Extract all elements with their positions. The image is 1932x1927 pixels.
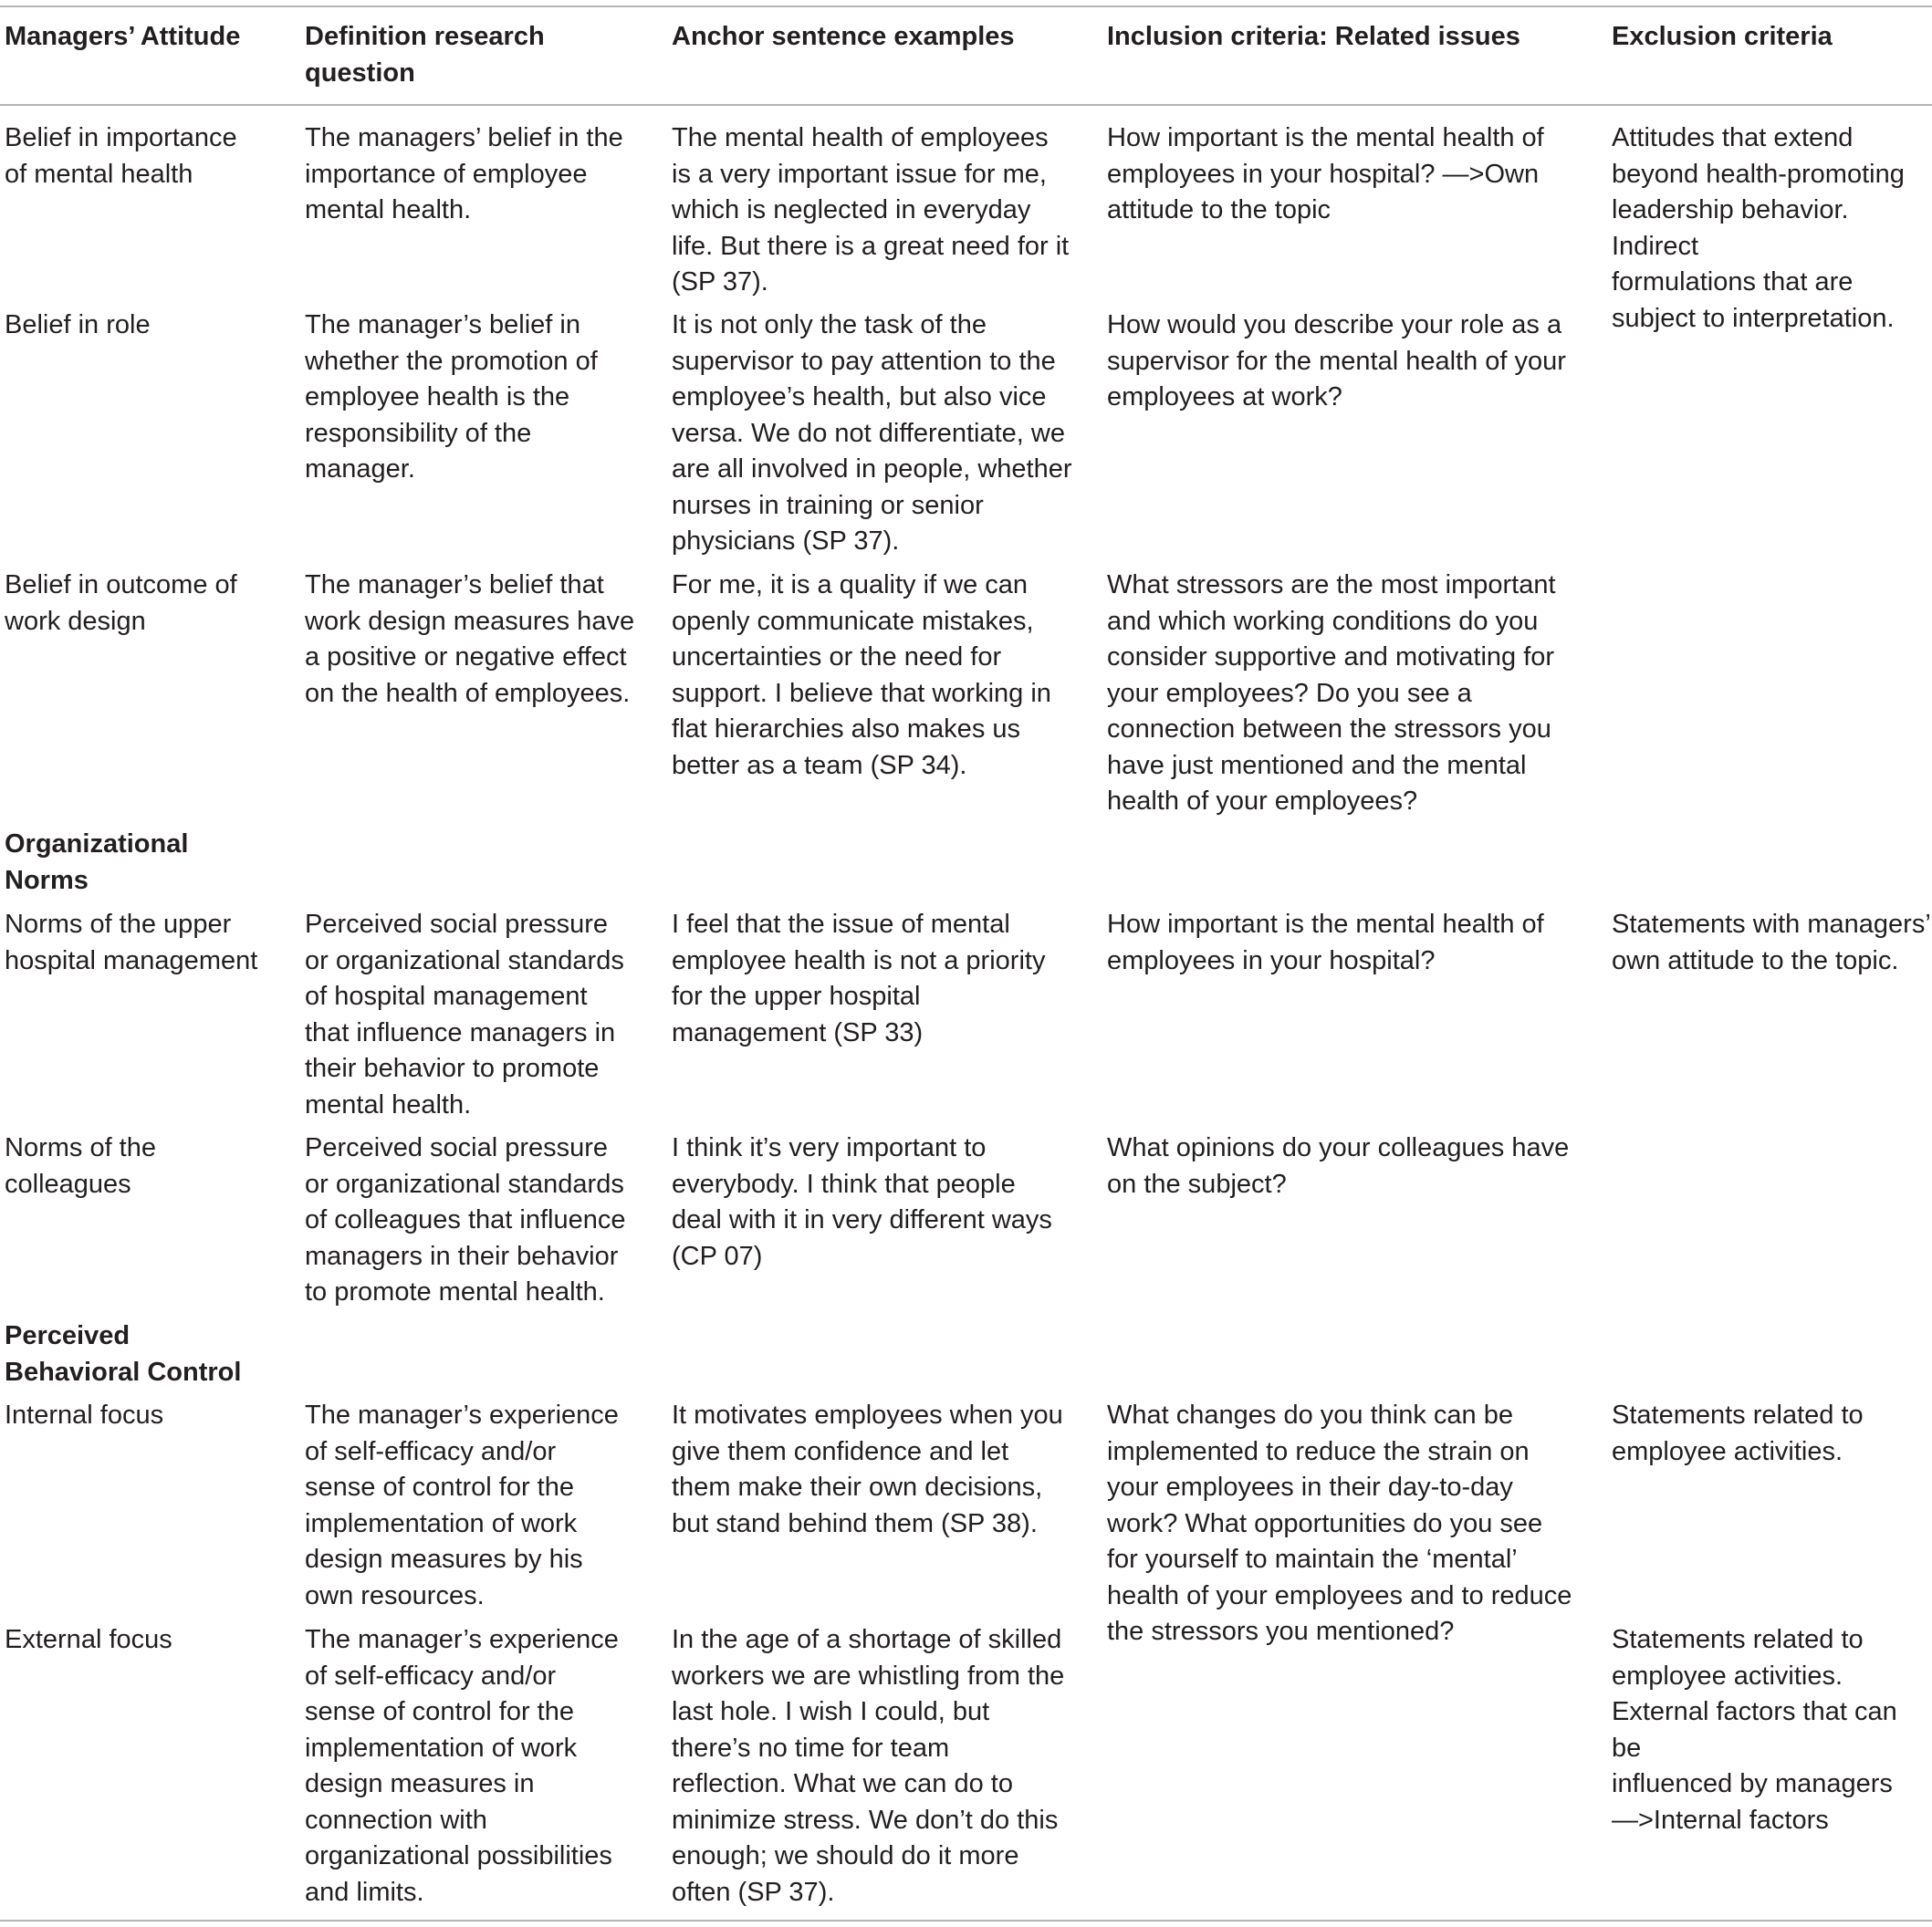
table-cell: How would you describe your role as a supervisor for the mental health of your employees at work? (1107, 310, 1566, 411)
table-cell: What opinions do your colleagues have on the subject? (1107, 1133, 1570, 1199)
table-cell: Belief in importance of mental health (5, 123, 237, 189)
table-cell: Norms of the colleagues (5, 1133, 156, 1199)
table-cell: Statements related to employee activities. (1612, 1401, 1864, 1466)
table-cell: The manager’s experience of self-efficacy and/or sense of control for the implementation of work design measures by his own resources. (305, 1401, 619, 1610)
header-definition: Definition research question (305, 22, 545, 88)
table-cell: What stressors are the most important and which working conditions do you consider supportive and motivating for your employees? Do you see a connection between the stressors you have just mentioned and the mental health of your employees? (1107, 570, 1556, 816)
table-cell: Belief in outcome of work design (5, 570, 237, 636)
table-cell: In the age of a shortage of skilled workers we are whistling from the last hole. I wish I could, but there’s no time for team reflection. What we can do to minimize stress. We don’t do this enough; we should do it more often (SP 37). (672, 1625, 1065, 1907)
bottom-rule (0, 1920, 1932, 1922)
table-cell: The manager’s belief in whether the promotion of employee health is the responsibility of the manager. (305, 310, 598, 484)
group-heading-perceived-behavioral-control: Perceived Behavioral Control (5, 1321, 242, 1387)
table-cell: I feel that the issue of mental employee health is not a priority for the upper hospital management (SP 33) (672, 910, 1046, 1047)
header-anchor-examples: Anchor sentence examples (672, 22, 1015, 51)
table-cell: The mental health of employees is a very important issue for me, which is neglected in everyday life. But there is a great need for it (SP 37). (672, 123, 1070, 297)
table-cell: Norms of the upper hospital management (5, 910, 258, 975)
table-cell: External focus (5, 1625, 172, 1654)
table-cell: It motivates employees when you give them confidence and let them make their own decisions, but stand behind them (SP 38). (672, 1401, 1063, 1538)
table-cell: Belief in role (5, 310, 151, 339)
table-cell: It is not only the task of the supervisor to pay attention to the employee’s health, but also vice versa. We do not differentiate, we are all involved in people, whether nurses in training or senior physicians (SP 37). (672, 310, 1072, 556)
table-cell: The managers’ belief in the importance of employee mental health. (305, 123, 623, 224)
table-cell: For me, it is a quality if we can openly communicate mistakes, uncertainties or the need for support. I believe that working in flat hierarchies also makes us better as a team (SP 34). (672, 570, 1051, 780)
header-managers-attitude: Managers’ Attitude (5, 22, 241, 51)
table-cell: What changes do you think can be implemented to reduce the strain on your employees in their day-to-day work? What opportunities do you see for yourself to maintain the ‘mental’ health of your employees and to reduce the stressors you mentioned? (1107, 1401, 1572, 1646)
table-cell: The manager’s experience of self-efficacy and/or sense of control for the implementation of work design measures in connection with organizational possibilities and limits. (305, 1625, 619, 1907)
top-rule (0, 5, 1932, 7)
table-cell: The manager’s belief that work design measures have a positive or negative effect on the health of employees. (305, 570, 635, 708)
header-inclusion-criteria: Inclusion criteria: Related issues (1107, 22, 1520, 51)
table-cell: Perceived social pressure or organizational standards of colleagues that influence managers in their behavior to promote mental health. (305, 1133, 626, 1307)
table-cell: Statements with managers’ own attitude to the topic. (1612, 910, 1931, 975)
table-cell: Internal focus (5, 1401, 164, 1430)
header-exclusion-criteria: Exclusion criteria (1612, 22, 1833, 51)
table-cell: Attitudes that extend beyond health-promoting leadership behavior. Indirect formulations that are subject to interpretation. (1612, 123, 1905, 333)
group-heading-organizational-norms: Organizational Norms (5, 829, 189, 895)
table-cell: How important is the mental health of employees in your hospital? (1107, 910, 1544, 975)
table-cell: How important is the mental health of employees in your hospital? —>Own attitude to the topic (1107, 123, 1544, 224)
table-cell: Statements related to employee activities. External factors that can be influenced by managers —>Internal factors (1612, 1625, 1897, 1835)
table-cell: I think it’s very important to everybody. I think that people deal with it in very different ways (CP 07) (672, 1133, 1052, 1271)
header-rule (0, 104, 1932, 106)
table-cell: Perceived social pressure or organizational standards of hospital management that influence managers in their behavior to promote mental health. (305, 910, 624, 1120)
